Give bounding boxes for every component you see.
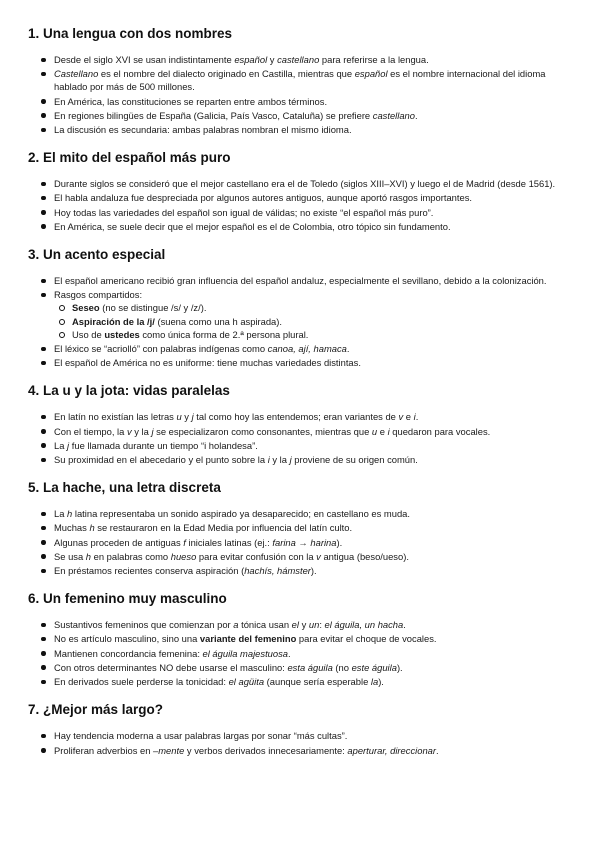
bullet-item [40, 744, 568, 757]
bullet-list [28, 274, 568, 369]
bold-text: Seseo [72, 302, 100, 314]
text-run: . [346, 343, 350, 355]
text-run: Sustantivos femeninos que comienzan por [54, 619, 234, 631]
text-run: Hay tendencia moderna a usar palabras largas por sonar “más cultas”. [54, 730, 348, 742]
sub-bullet-item [58, 315, 568, 328]
bullet-item [40, 507, 568, 520]
italic-text: h [89, 522, 95, 534]
text-run: En América, las constituciones se reparten entre ambos términos. [54, 95, 328, 107]
text-run: e [403, 411, 414, 423]
text-run: (no [332, 661, 352, 673]
italic-text: j [191, 411, 194, 423]
bullet-item [40, 550, 568, 563]
text-run: ). [378, 676, 384, 688]
text-run: (aunque sería esperable [264, 676, 371, 688]
italic-text: j [151, 425, 154, 437]
sub-bullet-item [58, 301, 568, 314]
text-run: Hoy todas las variedades del español son igual de válidas; no existe “el español más puro”. [54, 206, 434, 218]
italic-text: castellano [277, 54, 320, 65]
text-run: Con otros determinantes NO debe usarse el masculino: [54, 661, 288, 673]
italic-text: un [308, 619, 320, 631]
bullet-list [28, 507, 568, 577]
italic-text: este águila [351, 661, 397, 673]
italic-text: canoa, ají, hamaca [267, 343, 347, 355]
italic-text: h [85, 550, 92, 562]
text-run: → [295, 536, 311, 548]
text-run: . [436, 744, 439, 756]
text-run: para referirse a la lengua. [319, 54, 429, 65]
section [28, 150, 568, 233]
italic-text: j [289, 454, 292, 466]
italic-text: el águila, un hacha [324, 619, 404, 631]
text-run: proviene de su origen común. [291, 454, 418, 466]
section-heading: 7. ¿Mejor más largo? [28, 702, 164, 718]
section [28, 591, 568, 688]
section-heading: 6. Un femenino muy masculino [28, 591, 227, 607]
text-run: Con el tiempo, la [54, 425, 127, 437]
italic-text: el águila majestuosa [202, 647, 289, 659]
text-run: iniciales latinas (ej.: [185, 536, 273, 548]
text-run: en palabras como [91, 550, 171, 562]
bullet-list [28, 53, 568, 136]
section [28, 702, 568, 756]
text-run: El léxico se “acriolló” con palabras indígenas como [54, 343, 268, 355]
text-run: Proliferan adverbios en [54, 744, 154, 756]
italic-text: u [371, 425, 378, 437]
text-run: Uso de [72, 328, 105, 340]
italic-text: farina [272, 536, 296, 548]
text-run: ). [336, 536, 343, 548]
text-run: (no se distingue /s/ y /z/). [99, 302, 207, 314]
text-run: es el nombre internacional del idioma hablado por más de 500 millones. [54, 68, 546, 93]
text-run: ). [310, 565, 317, 577]
section-heading: 3. Un acento especial [28, 247, 166, 263]
bullet-item [40, 521, 568, 534]
section [28, 480, 568, 577]
italic-text: Castellano [54, 68, 99, 80]
italic-text: a [233, 619, 239, 631]
text-run: . [414, 109, 418, 121]
section [28, 247, 568, 369]
bullet-item [40, 288, 568, 341]
bold-text: ustedes [104, 328, 140, 340]
section [28, 383, 568, 466]
italic-text: i [413, 411, 416, 423]
text-run: se especializaron como consonantes, mientras que [153, 425, 372, 437]
italic-text: j [67, 439, 70, 451]
bullet-item [40, 67, 568, 93]
bullet-item [40, 177, 568, 190]
italic-text: –mente [153, 744, 185, 756]
bullet-item [40, 220, 568, 233]
bullet-list [28, 177, 568, 233]
text-run: . [288, 647, 291, 659]
section-heading: 2. El mito del español más puro [28, 150, 231, 166]
text-run: En regiones bilingües de España (Galicia, País Vasco, Cataluña) se prefiere [54, 109, 373, 121]
section [28, 26, 568, 136]
italic-text: harina [310, 536, 337, 548]
italic-text: esta águila [287, 661, 333, 673]
italic-text: el [291, 619, 299, 631]
text-run: e [377, 425, 388, 437]
text-run: Algunas proceden de antiguas [54, 536, 184, 548]
text-run: es el nombre del dialecto originado en Castilla, mientras que [98, 68, 355, 80]
bullet-item [40, 661, 568, 674]
bullet-item [40, 206, 568, 219]
text-run: para evitar confusión con la [196, 550, 317, 562]
bullet-item [40, 95, 568, 108]
bullet-item [40, 53, 568, 66]
bold-text: variante del femenino [199, 633, 297, 645]
italic-text: la [370, 676, 379, 688]
italic-text: español [234, 54, 268, 65]
italic-text: f [183, 536, 186, 548]
bullet-list [28, 618, 568, 688]
text-run: El español americano recibió gran influencia del español andaluz, especialmente el sevillano, debido a la colonización. [54, 275, 547, 287]
italic-text: h [67, 508, 73, 520]
text-run: Rasgos compartidos: [54, 289, 143, 301]
bullet-item [40, 453, 568, 466]
text-run: Durante siglos se consideró que el mejor castellano era el de Toledo (siglos XIII–XVI) y luego el de Madrid (desde 1561). [54, 178, 556, 190]
text-run: quedaron para vocales. [389, 425, 491, 437]
italic-text: v [126, 425, 132, 437]
text-run: y la [269, 454, 290, 466]
bullet-list [28, 729, 568, 756]
text-run: se restauraron en la Edad Media por influencia del latín culto. [94, 522, 353, 534]
bold-text: Aspiración de la /j/ [72, 315, 155, 327]
sub-bullet-item [58, 328, 568, 341]
text-run: La [54, 439, 68, 451]
bullet-item [40, 425, 568, 438]
text-run: (suena como una h aspirada). [154, 315, 283, 327]
italic-text: v [316, 550, 321, 562]
text-run: y [298, 619, 309, 631]
text-run: fue llamada durante un tiempo “i holandesa”. [69, 439, 258, 451]
bullet-item [40, 632, 568, 645]
text-run: . [415, 411, 419, 423]
bullet-item [40, 536, 568, 549]
bullet-item [40, 123, 568, 136]
bullet-item [40, 564, 568, 577]
bullet-item [40, 342, 568, 355]
text-run: antigua (beso/ueso). [320, 550, 409, 562]
text-run: En derivados suele perderse la tonicidad: [54, 676, 229, 688]
text-run: como única forma de 2.ª persona plural. [139, 328, 309, 340]
bullet-item [40, 647, 568, 660]
bullet-item [40, 274, 568, 287]
italic-text: u [176, 411, 182, 423]
sub-bullet-list [54, 301, 568, 341]
text-run: Su proximidad en el abecedario y el punto sobre la [54, 454, 268, 466]
text-run: Muchas [54, 522, 90, 534]
bullet-item [40, 356, 568, 369]
italic-text: el agüita [228, 676, 265, 688]
text-run: En latín no existían las letras [54, 411, 177, 423]
bullet-list [28, 410, 568, 466]
italic-text: español [354, 68, 388, 80]
italic-text: aperturar, direccionar [347, 744, 436, 756]
text-run: El habla andaluza fue despreciada por algunos autores antiguos, aunque aportó rasgos importantes. [54, 192, 472, 204]
bullet-item [40, 191, 568, 204]
text-run: tal como hoy las entendemos; eran variantes de [193, 411, 399, 423]
section-heading: 5. La hache, una letra discreta [28, 480, 221, 496]
text-run: . [403, 619, 406, 631]
section-heading: 4. La u y la jota: vidas paralelas [28, 383, 230, 399]
text-run: y la [131, 425, 152, 437]
section-heading: 1. Una lengua con dos nombres [28, 26, 233, 41]
bullet-item [40, 618, 568, 631]
text-run: tónica usan [238, 619, 292, 631]
bullet-item [40, 729, 568, 742]
text-run: No es artículo masculino, sino una [54, 633, 200, 645]
text-run: El español de América no es uniforme: tiene muchas variedades distintas. [54, 357, 361, 369]
text-run: ). [396, 661, 403, 673]
text-run: para evitar el choque de vocales. [296, 633, 437, 645]
bullet-item [40, 410, 568, 423]
italic-text: hachís, hámster [244, 565, 311, 577]
bullet-item [40, 439, 568, 452]
text-run: En América, se suele decir que el mejor español es el de Colombia, otro tópico sin fundamento. [54, 220, 451, 232]
bullet-item [40, 675, 568, 688]
text-run: y [181, 411, 192, 423]
italic-text: i [267, 454, 270, 466]
italic-text: hueso [170, 550, 197, 562]
text-run: Se usa [54, 550, 86, 562]
italic-text: v [398, 411, 404, 423]
bullet-item [40, 109, 568, 122]
text-run: y verbos derivados innecesariamente: [184, 744, 348, 756]
text-run: La [54, 508, 68, 520]
text-run: y [267, 54, 278, 65]
text-run: Desde el siglo XVI se usan indistintamente [54, 54, 235, 65]
italic-text: castellano [372, 109, 415, 121]
text-run: Mantienen concordancia femenina: [54, 647, 203, 659]
text-run: La discusión es secundaria: ambas palabras nombran el mismo idioma. [54, 124, 352, 136]
text-run: En préstamos recientes conserva aspiración ( [54, 565, 245, 577]
text-run: : [319, 619, 325, 631]
italic-text: i [387, 425, 390, 437]
text-run: latina representaba un sonido aspirado ya desaparecido; en castellano es muda. [72, 508, 410, 520]
